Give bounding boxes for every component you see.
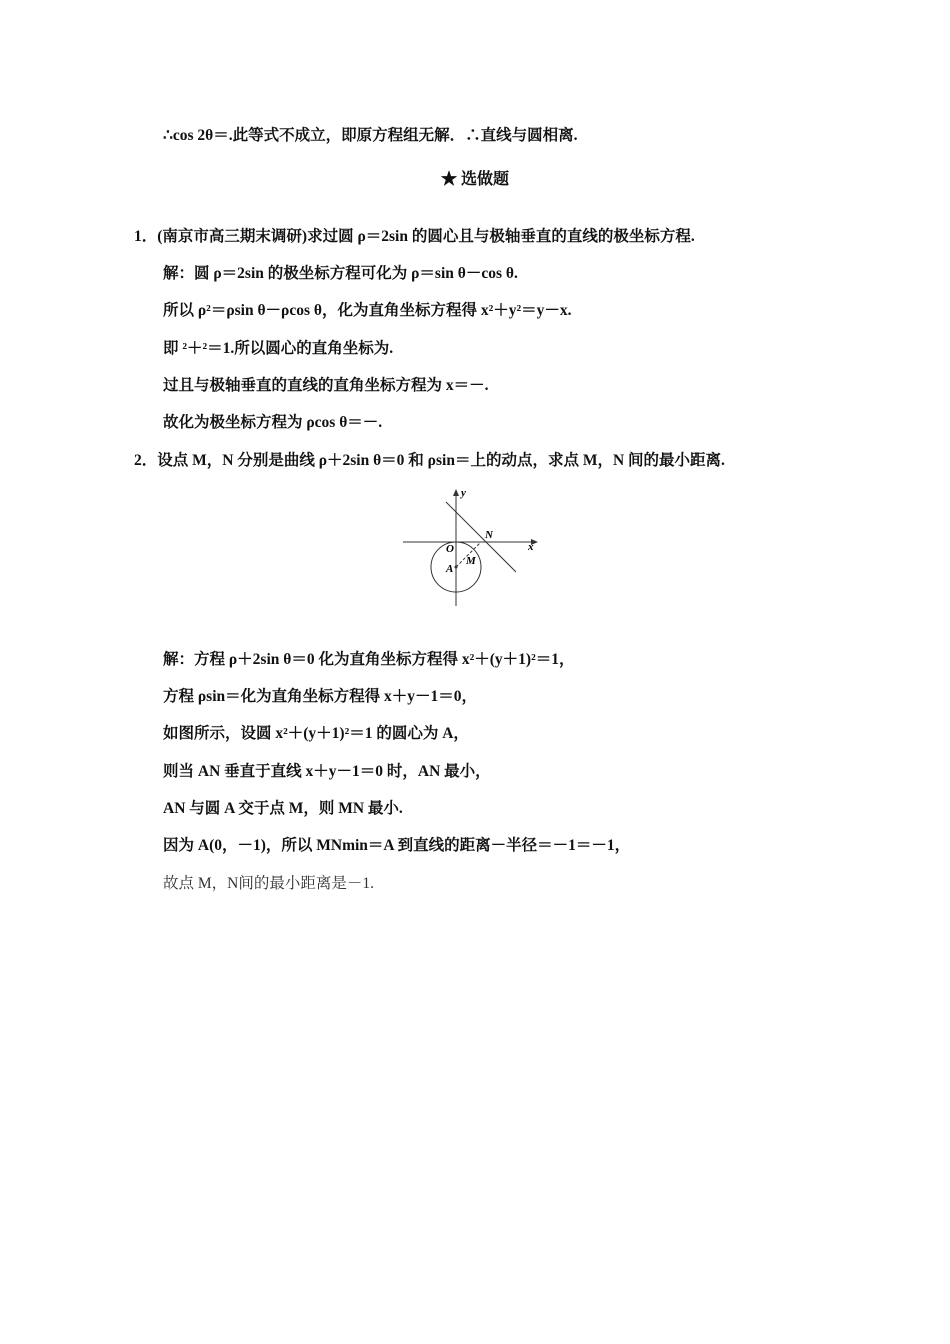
label-a: A — [446, 563, 454, 575]
problem-2-solution-line: 因为 A(0，－1)，所以 MNmin＝A 到直线的距离－半径＝－1＝－1， — [163, 837, 631, 854]
problem-2-question — [134, 451, 725, 471]
y-axis-arrow-icon — [453, 489, 459, 496]
label-n: N — [485, 529, 493, 541]
section-title: 选做题 — [461, 171, 510, 188]
section-heading — [0, 166, 950, 189]
problem-1-solution-line: 故化为极坐标方程为 ρcos θ＝－. — [163, 414, 383, 431]
problem-2-text: 设点 M，N 分别是曲线 ρ＋2sin θ＝0 和 ρsin＝上的动点，求点 M，N 间的最小距离. — [157, 452, 725, 469]
problem-1-solution-line: 即 ²＋²＝1.所以圆心的直角坐标为. — [163, 340, 394, 357]
problem-1-text: 求过圆 ρ＝2sin 的圆心且与极轴垂直的直线的极坐标方程. — [307, 228, 695, 245]
label-m: M — [466, 555, 476, 567]
geometry-figure — [398, 484, 543, 609]
label-o: O — [446, 543, 454, 555]
problem-2-solution-line: 解：方程 ρ＋2sin θ＝0 化为直角坐标方程得 x²＋(y＋1)²＝1， — [163, 651, 575, 668]
label-x: x — [528, 541, 534, 553]
problem-1-question — [134, 227, 695, 247]
center-point — [455, 566, 458, 569]
star-icon: ★ — [440, 171, 457, 188]
problem-2-solution-line: 故点 M，N间的最小距离是－1. — [163, 875, 374, 892]
problem-1-solution-line: 所以 ρ²＝ρsin θ－ρcos θ，化为直角坐标方程得 x²＋y²＝y－x. — [163, 302, 572, 319]
intro-conclusion: ∴cos 2θ＝.此等式不成立，即原方程组无解．∴直线与圆相离. — [163, 127, 578, 144]
problem-1-solution-line: 过且与极轴垂直的直线的直角坐标方程为 x＝－. — [163, 377, 489, 394]
problem-1-solution-line: 解：圆 ρ＝2sin 的极坐标方程可化为 ρ＝sin θ－cos θ. — [163, 265, 518, 282]
problem-2-solution-line: 方程 ρsin＝化为直角坐标方程得 x＋y－1＝0， — [163, 688, 478, 705]
problem-2-solution-line: 如图所示，设圆 x²＋(y＋1)²＝1 的圆心为 A， — [163, 725, 469, 742]
problem-1-number: 1． — [134, 228, 158, 245]
problem-2-solution-line: 则当 AN 垂直于直线 x＋y－1＝0 时，AN 最小， — [163, 763, 491, 780]
problem-1-source: (南京市高三期末调研) — [157, 228, 308, 245]
problem-2-number: 2． — [134, 452, 158, 469]
label-y: y — [461, 487, 466, 499]
problem-2-solution-line: AN 与圆 A 交于点 M，则 MN 最小. — [163, 800, 403, 817]
